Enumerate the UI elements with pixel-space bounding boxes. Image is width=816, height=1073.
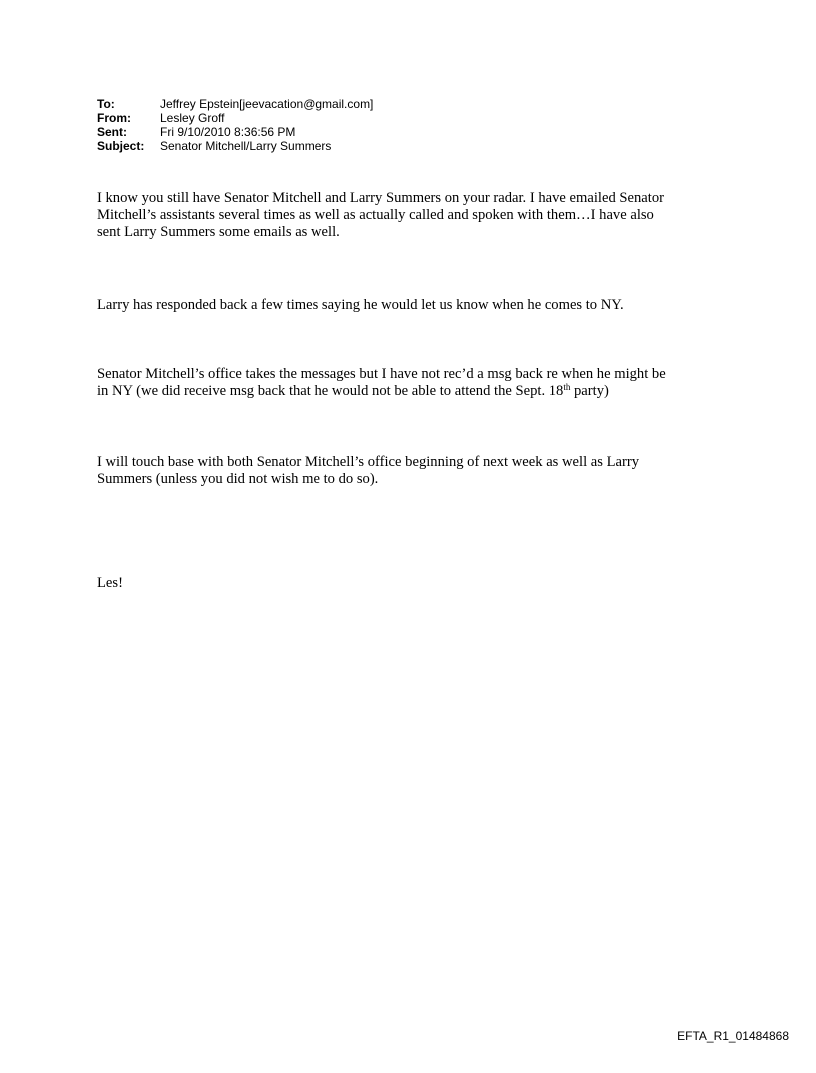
sent-value: Fri 9/10/2010 8:36:56 PM [160,125,296,139]
email-paragraph-1 [97,190,737,241]
sent-label: Sent: [97,125,127,139]
subject-row [97,139,373,153]
paragraph-line: Senator Mitchell’s office takes the messages but I have not rec’d a msg back re when he might be [97,366,666,382]
to-row [97,97,373,111]
paragraph-line: Summers (unless you did not wish me to do so). [97,471,379,487]
subject-label: Subject: [97,139,145,153]
paragraph-text: in NY (we did receive msg back that he would not be able to attend the Sept. 18 [97,383,564,399]
email-signoff [97,575,737,592]
paragraph-text: party) [570,383,609,399]
from-label: From: [97,111,131,125]
to-label: To: [97,97,115,111]
signoff-text: Les! [97,575,123,591]
document-id: EFTA_R1_01484868 [677,1029,789,1043]
email-paragraph-4 [97,454,737,488]
from-row [97,111,373,125]
email-paragraph-2 [97,297,737,314]
subject-value: Senator Mitchell/Larry Summers [160,139,332,153]
sent-row [97,125,373,139]
email-header [97,97,373,153]
ordinal-suffix: th [563,382,571,392]
paragraph-line: Larry has responded back a few times saying he would let us know when he comes to NY. [97,297,624,313]
paragraph-line: sent Larry Summers some emails as well. [97,224,340,240]
paragraph-line: Mitchell’s assistants several times as well as actually called and spoken with them…I have also [97,207,654,223]
paragraph-line: I will touch base with both Senator Mitchell’s office beginning of next week as well as Larry [97,454,639,470]
from-value: Lesley Groff [160,111,225,125]
to-value: Jeffrey Epstein[jeevacation@gmail.com] [160,97,374,111]
paragraph-line [97,383,737,400]
paragraph-line: I know you still have Senator Mitchell and Larry Summers on your radar. I have emailed Senator [97,190,664,206]
email-paragraph-3 [97,366,737,400]
